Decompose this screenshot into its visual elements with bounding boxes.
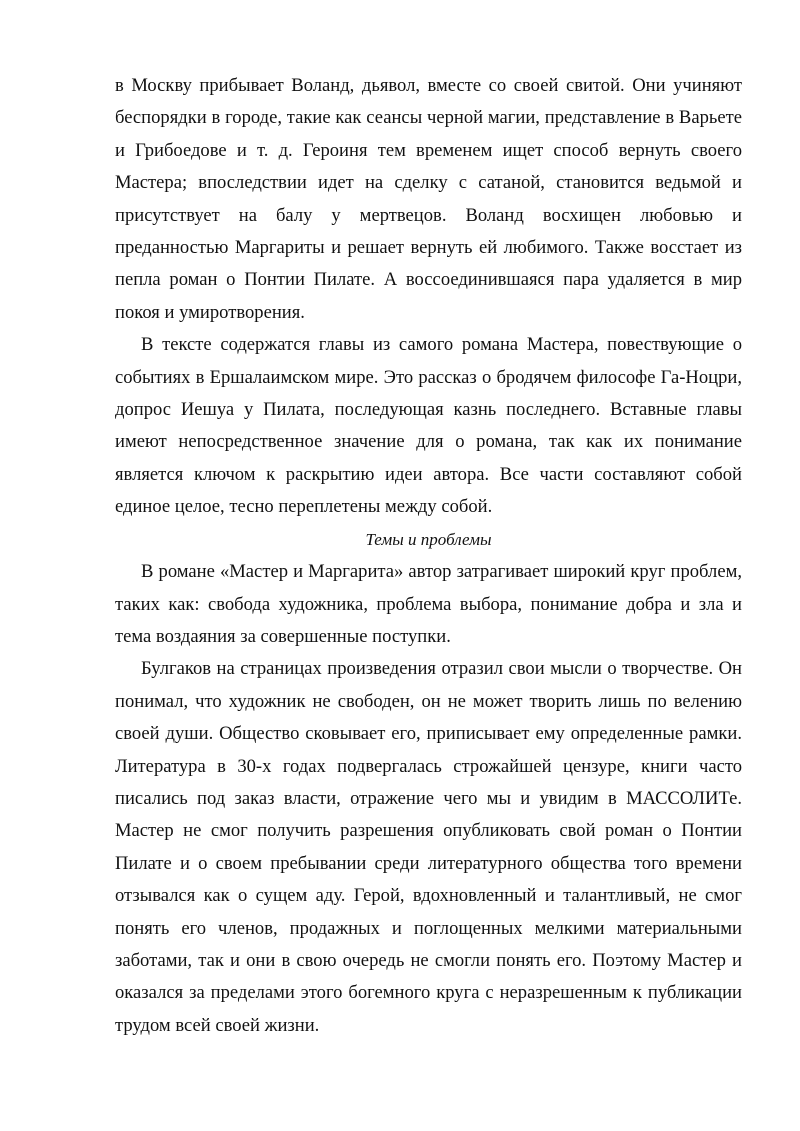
- section-heading: Темы и проблемы: [365, 529, 492, 549]
- paragraph-inserted-chapters: В тексте содержатся главы из самого романа Мастера, повествующие о событиях в Ершалаимском мире. Это рассказ о бродячем философе Га-Ноцри, допрос Иешуа у Пилата, последующая казнь последнего. Вставные главы имеют непосредственное значение для о романа, так как их понимание является ключом к раскрытию идеи автора. Все части составляют собой единое целое, тесно переплетены между собой.: [115, 334, 742, 518]
- document-page: [115, 70, 742, 1042]
- paragraph-plot-continuation: в Москву прибывает Воланд, дьявол, вместе со своей свитой. Они учиняют беспорядки в городе, такие как сеансы черной магии, представление в Варьете и Грибоедове и т. д. Героиня тем временем ищет способ вернуть своего Мастера; впоследствии идет на сделку с сатаной, становится ведьмой и присутствует на балу у мертвецов. Воланд восхищен любовью и преданностью Маргариты и решает вернуть ей любимого. Также восстает из пепла роман о Понтии Пилате. А воссоединившаяся пара удаляется в мир покоя и умиротворения.: [115, 75, 742, 323]
- paragraph-themes-overview: В романе «Мастер и Маргарита» автор затрагивает широкий круг проблем, таких как: свобода художника, проблема выбора, понимание добра и зла и тема воздаяния за совершенные поступки.: [115, 561, 742, 647]
- paragraph-creativity-theme: Булгаков на страницах произведения отразил свои мысли о творчестве. Он понимал, что художник не свободен, он не может творить лишь по велению своей души. Общество сковывает его, приписывает ему определенные рамки. Литература в 30-х годах подвергалась строжайшей цензуре, книги часто писались под заказ власти, отражение чего мы и увидим в МАССОЛИТе. Мастер не смог получить разрешения опубликовать свой роман о Понтии Пилате и о своем пребывании среди литературного общества того времени отзывался как о сущем аду. Герой, вдохновленный и талантливый, не смог понять его членов, продажных и поглощенных мелкими материальными заботами, так и они в свою очередь не смогли понять его. Поэтому Мастер и оказался за пределами этого богемного круга с неразрешенным к публикации трудом всей своей жизни.: [115, 658, 742, 1036]
